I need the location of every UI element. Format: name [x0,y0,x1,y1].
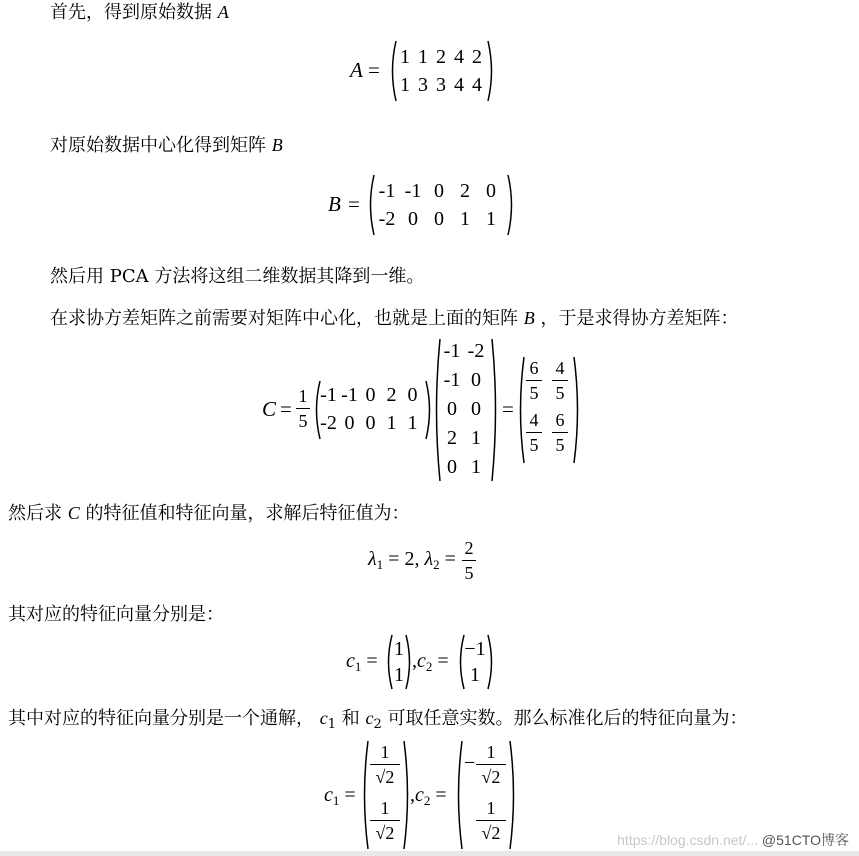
matrix-cell: 0 [365,412,376,434]
paragraph-1-var: A [217,2,229,22]
lambda-1-value: = 2, [388,548,420,570]
paragraph-7-text-a: 其中对应的特征向量分别是一个通解， [8,708,314,729]
result-fraction [552,358,568,403]
matrix-cell: -2 [378,208,396,230]
fraction-bar [370,820,400,821]
matrix-cell: 4 [472,74,482,96]
matrix-cell: 1 [386,412,397,434]
norm-c1-label [324,784,356,809]
matrix-cell: -1 [341,384,358,406]
watermark-brand: @51CTO博客 [761,832,849,848]
matrix-cell: 1 [418,46,428,68]
fraction-bar [462,560,476,561]
matrix-cell: 2 [460,180,470,202]
comma: , [410,784,415,806]
right-paren [572,356,582,464]
norm-c2-sub: 2 [423,793,431,808]
numerator: 1 [486,742,496,762]
norm-c2-bottom [476,798,506,843]
fraction-bar [370,764,400,765]
paragraph-4-text-b: ，于是求得协方差矩阵： [540,308,739,329]
fraction-bar [476,764,506,765]
matrix-cell: 0 [365,384,376,406]
lambda-2-sub: 2 [433,557,440,572]
eq-c-scalar-num: 1 [298,386,308,406]
comma: , [412,650,417,672]
fraction-bar [552,432,568,433]
matrix-cell: 0 [486,180,496,202]
right-paren [508,740,518,850]
equation-c [262,336,592,486]
matrix-cell: 2 [436,46,446,68]
left-paren [516,356,526,464]
matrix-cell: 4 [454,74,464,96]
c1-label [346,650,378,675]
c2-sub: 2 [425,659,433,674]
equation-a [350,38,500,104]
paragraph-5-text-a: 然后求 [8,503,62,524]
right-paren [486,634,496,690]
eq-a-label: A [350,58,363,82]
paragraph-7-and: 和 [341,708,360,729]
fraction-bar [552,380,568,381]
matrix-cell: -1 [320,384,337,406]
matrix-cell: 4 [454,46,464,68]
result-fraction [552,410,568,455]
paragraph-7-text-b: 可取任意实数。那么标准化后的特征向量为： [387,708,748,729]
paragraph-7-c1: c [319,708,328,728]
c2-equals: = [437,650,449,672]
paragraph-1-text: 首先，得到原始数据 [50,2,212,23]
matrix-cell: -2 [320,412,337,434]
matrix-cell: 0 [408,208,418,230]
c1-equals: = [366,650,378,672]
eq-a-equals: = [368,58,380,82]
paragraph-5-text-b: 的特征值和特征向量，求解后特征值为： [85,503,410,524]
numerator: 6 [555,410,565,430]
numerator: 4 [555,358,565,378]
paragraph-6-text: 其对应的特征向量分别是： [8,604,224,625]
lambda-2-fraction [462,538,476,583]
right-paren [506,174,516,236]
matrix-cell: -1 [378,180,396,202]
paragraph-2-text: 对原始数据中心化得到矩阵 [50,135,266,156]
matrix-cell: 2 [472,46,482,68]
eq-c-equals: = [280,397,292,421]
eq-c-label: C [262,397,277,421]
matrix-cell: 2 [447,427,457,449]
paragraph-1 [50,0,229,25]
fraction-bar [296,408,310,409]
paragraph-7-c2: c [365,708,374,728]
paragraph-6 [8,603,224,627]
matrix-cell: 0 [434,208,444,230]
paragraph-7-c1-sub: 1 [327,717,337,732]
numerator: 1 [486,798,496,818]
c2-entry-top: −1 [464,638,486,660]
norm-c2-equals: = [435,784,447,806]
norm-c1-sub: 1 [332,793,340,808]
paragraph-5-var: C [67,503,80,523]
matrix-cell: 3 [436,74,446,96]
c1-entry-top: 1 [394,638,404,660]
result-fraction [526,410,542,455]
paragraph-7-c2-sub: 2 [373,717,382,732]
matrix-cell: 0 [447,456,457,478]
matrix-cell: 1 [471,456,481,478]
denominator: 5 [529,435,539,455]
norm-c1-equals: = [344,784,356,806]
left-paren [360,740,370,850]
matrix-cell: 1 [471,427,481,449]
matrix-cell: 0 [471,398,481,420]
norm-c2-top [476,742,506,787]
eq-c-scalar-den: 5 [298,411,308,431]
lambda-2-den: 5 [464,563,474,583]
matrix-cell: -2 [467,340,485,362]
equation-eigenvectors [346,632,506,692]
matrix-cell: 1 [407,412,418,434]
numerator: 4 [529,410,539,430]
lambda-2-num: 2 [464,538,474,558]
c2-symbol: c [417,650,426,672]
norm-c2-label [410,784,447,809]
paragraph-2-var: B [271,135,283,155]
matrix-cell: 2 [386,384,397,406]
paragraph-5 [8,501,409,526]
lambda-2-equals: = [444,548,456,570]
paragraph-3 [50,265,424,289]
equation-lambda [368,536,508,586]
matrix-cell: 0 [344,412,355,434]
watermark [617,830,849,850]
denominator: 5 [555,383,565,403]
c1-entry-bottom: 1 [394,664,404,686]
matrix-cell: 0 [407,384,418,406]
lambda-2: λ [424,548,434,570]
paragraph-4 [50,306,738,331]
right-paren [486,40,496,102]
denominator: 5 [529,383,539,403]
c1-sub: 1 [354,659,362,674]
matrix-cell: -1 [404,180,422,202]
matrix-cell: 0 [434,180,444,202]
lambda-1: λ [368,548,377,570]
matrix-cell: 3 [418,74,428,96]
denominator: √2 [375,767,395,787]
eigenvalue-line [368,548,456,573]
c2-label [412,650,449,675]
matrix-cell: 0 [447,398,457,420]
eq-c-scalar [296,386,310,431]
numerator: 1 [380,798,390,818]
numerator: 1 [380,742,390,762]
norm-c1-bottom [370,798,400,843]
denominator: √2 [481,823,501,843]
watermark-faded: https://blog.csdn.net/... [617,832,759,848]
left-paren [454,740,464,850]
matrix-cell: -1 [443,340,461,362]
paragraph-7 [8,706,748,737]
c2-entry-bottom: 1 [470,664,480,686]
matrix-cell: 1 [400,46,410,68]
paragraph-4-var: B [523,308,535,328]
matrix-cell: -1 [443,369,461,391]
norm-c1-top [370,742,400,787]
norm-c2-symbol: c [415,784,424,806]
matrix-cell: 1 [460,208,470,230]
bottom-scrollbar[interactable] [0,851,859,856]
fraction-bar [526,380,542,381]
equation-normalized [324,738,524,852]
paragraph-3-text: 然后用 PCA 方法将这组二维数据其降到一维。 [50,266,425,287]
matrix-cell: 1 [486,208,496,230]
eq-c-equals-2: = [502,397,514,421]
denominator: √2 [375,823,395,843]
matrix-cell: 1 [400,74,410,96]
eq-b-equals: = [348,192,360,216]
result-fraction [526,358,542,403]
paragraph-4-text-a: 在求协方差矩阵之前需要对矩阵中心化，也就是上面的矩阵 [50,308,518,329]
numerator: 6 [529,358,539,378]
denominator: √2 [481,767,501,787]
eq-b-label: B [328,192,341,216]
denominator: 5 [555,435,565,455]
right-paren [490,338,500,482]
norm-c1-symbol: c [324,784,333,806]
lambda-1-sub: 1 [376,557,384,572]
equation-b [328,172,528,238]
fraction-bar [526,432,542,433]
c1-symbol: c [346,650,355,672]
matrix-cell: 0 [471,369,481,391]
paragraph-2 [50,133,283,158]
fraction-bar [476,820,506,821]
norm-c2-minus: − [464,752,476,774]
